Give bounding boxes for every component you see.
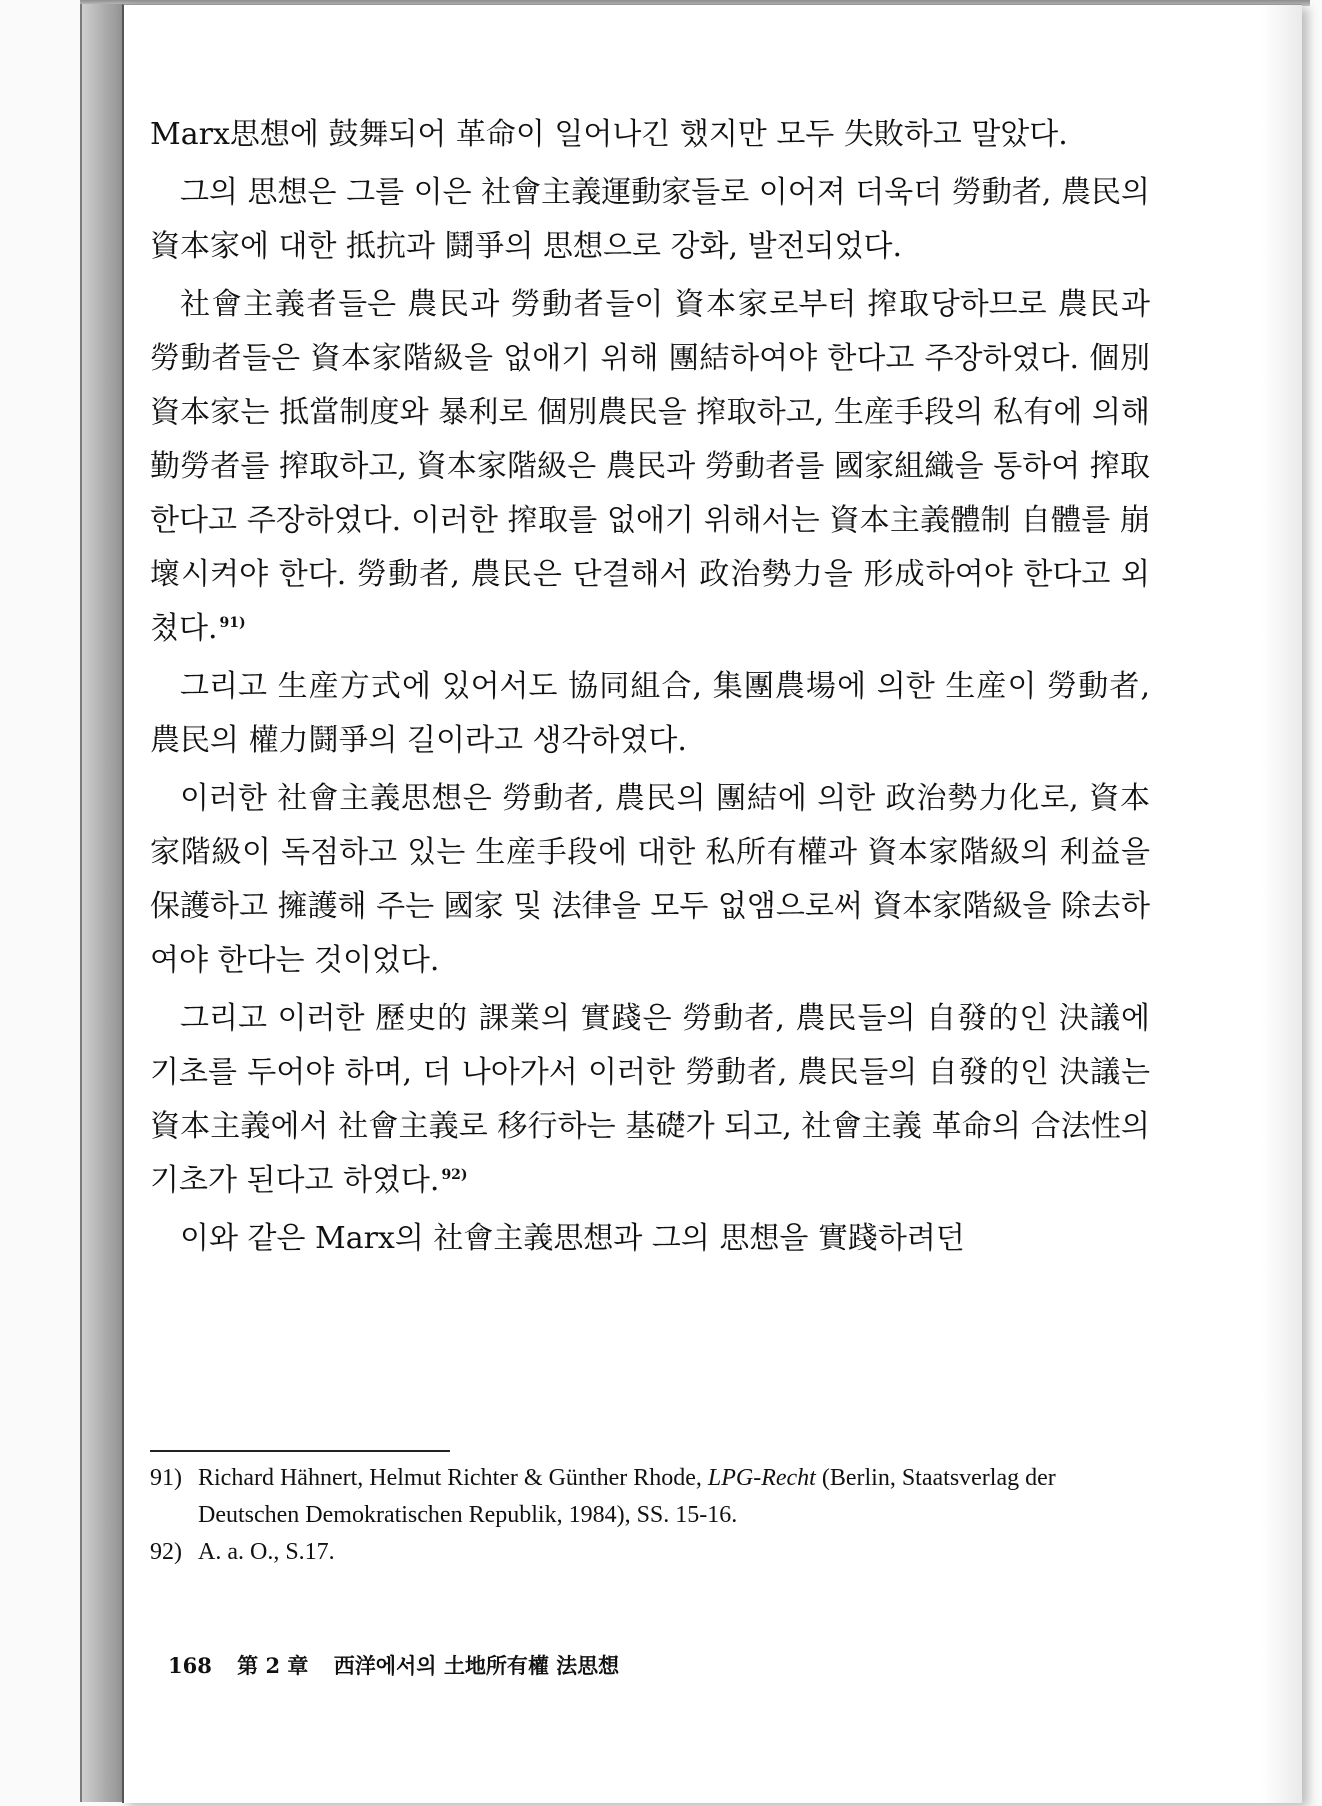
- paragraph-5: [150, 772, 1150, 988]
- paragraph-text: 그의 思想은 그를 이은 社會主義運動家들로 이어져 더욱더 勞動者, 農民의 資本家에 대한 抵抗과 鬪爭의 思想으로 강화, 발전되었다.: [150, 175, 1150, 264]
- footnote-number: 92): [150, 1539, 182, 1565]
- paragraph-text: 社會主義者들은 農民과 勞動者들이 資本家로부터 搾取당하므로 農民과 勞動者들은 資本家階級을 없애기 위해 團結하여야 한다고 주장하였다. 個別資本家는 抵當制度와 暴利로 個別農民을 搾取하고, 生産手段의 私有에 의해 勤勞者를 搾取하고, 資本家階級은 農民과 勞動者를 國家組織을 통하여 搾取한다고 주장하였다. 이러한 搾取를 없애기 위해서는 資本主義體制 自體를 崩壞시켜야 한다. 勞動者, 農民은 단결해서 政治勢力을 形成하여야 한다고 외쳤다.: [150, 287, 1150, 646]
- paragraph-7: [150, 1212, 1150, 1266]
- footnote-ref-92: 92): [441, 1167, 468, 1183]
- page-number: 168: [168, 1653, 212, 1678]
- footnote-title: LPG-Recht: [707, 1465, 816, 1491]
- paragraph-3: [150, 278, 1150, 656]
- paragraph-text: 그리고 이러한 歷史的 課業의 實踐은 勞動者, 農民들의 自發的인 決議에 기초를 두어야 하며, 더 나아가서 이러한 勞動者, 農民들의 自發的인 決議는 資本主義에서 社會主義로 移行하는 基礎가 되고, 社會主義 革命의 合法性의 기초가 된다고 하였다.: [150, 1001, 1150, 1198]
- body-text: [150, 108, 1150, 1270]
- footnote-92: [150, 1534, 1150, 1571]
- footnote-number: 91): [150, 1465, 182, 1491]
- footnote-text: Richard Hähnert, Helmut Richter & Günther Rhode,: [198, 1465, 708, 1491]
- paragraph-2: [150, 166, 1150, 274]
- footnote-ref-91: 91): [219, 615, 246, 631]
- page-shadow: [1262, 5, 1302, 1803]
- paragraph-4: [150, 660, 1150, 768]
- chapter-title: 西洋에서의 土地所有權 法思想: [333, 1653, 620, 1678]
- paragraph-6: [150, 992, 1150, 1208]
- paragraph-text: 그리고 生産方式에 있어서도 協同組合, 集團農場에 의한 生産이 勞動者, 農民의 權力鬪爭의 길이라고 생각하였다.: [150, 669, 1150, 758]
- chapter-label: 第 2 章: [237, 1653, 309, 1678]
- footnote-text-rest: (Berlin, Staatsverlag der Deutschen Demokratischen Republik, 1984), SS. 15-16.: [198, 1465, 1056, 1528]
- paragraph-text: Marx思想에 鼓舞되어 革命이 일어나긴 했지만 모두 失敗하고 말았다.: [150, 117, 1068, 152]
- paragraph-1: [150, 108, 1150, 162]
- footnote-text: A. a. O., S.17.: [198, 1539, 335, 1565]
- footnote-91: [150, 1460, 1150, 1534]
- book-spine-edge: [80, 4, 127, 1802]
- footnotes: [150, 1460, 1150, 1571]
- paragraph-text: 이러한 社會主義思想은 勞動者, 農民의 團結에 의한 政治勢力化로, 資本家階級이 독점하고 있는 生産手段에 대한 私所有權과 資本家階級의 利益을 保護하고 擁護해 주는 國家 및 法律을 모두 없앰으로써 資本家階級을 除去하여야 한다는 것이었다.: [150, 781, 1150, 978]
- footnote-divider: [150, 1450, 450, 1452]
- running-footer: [168, 1650, 637, 1680]
- paragraph-text: 이와 같은 Marx의 社會主義思想과 그의 思想을 實踐하려던: [180, 1221, 965, 1256]
